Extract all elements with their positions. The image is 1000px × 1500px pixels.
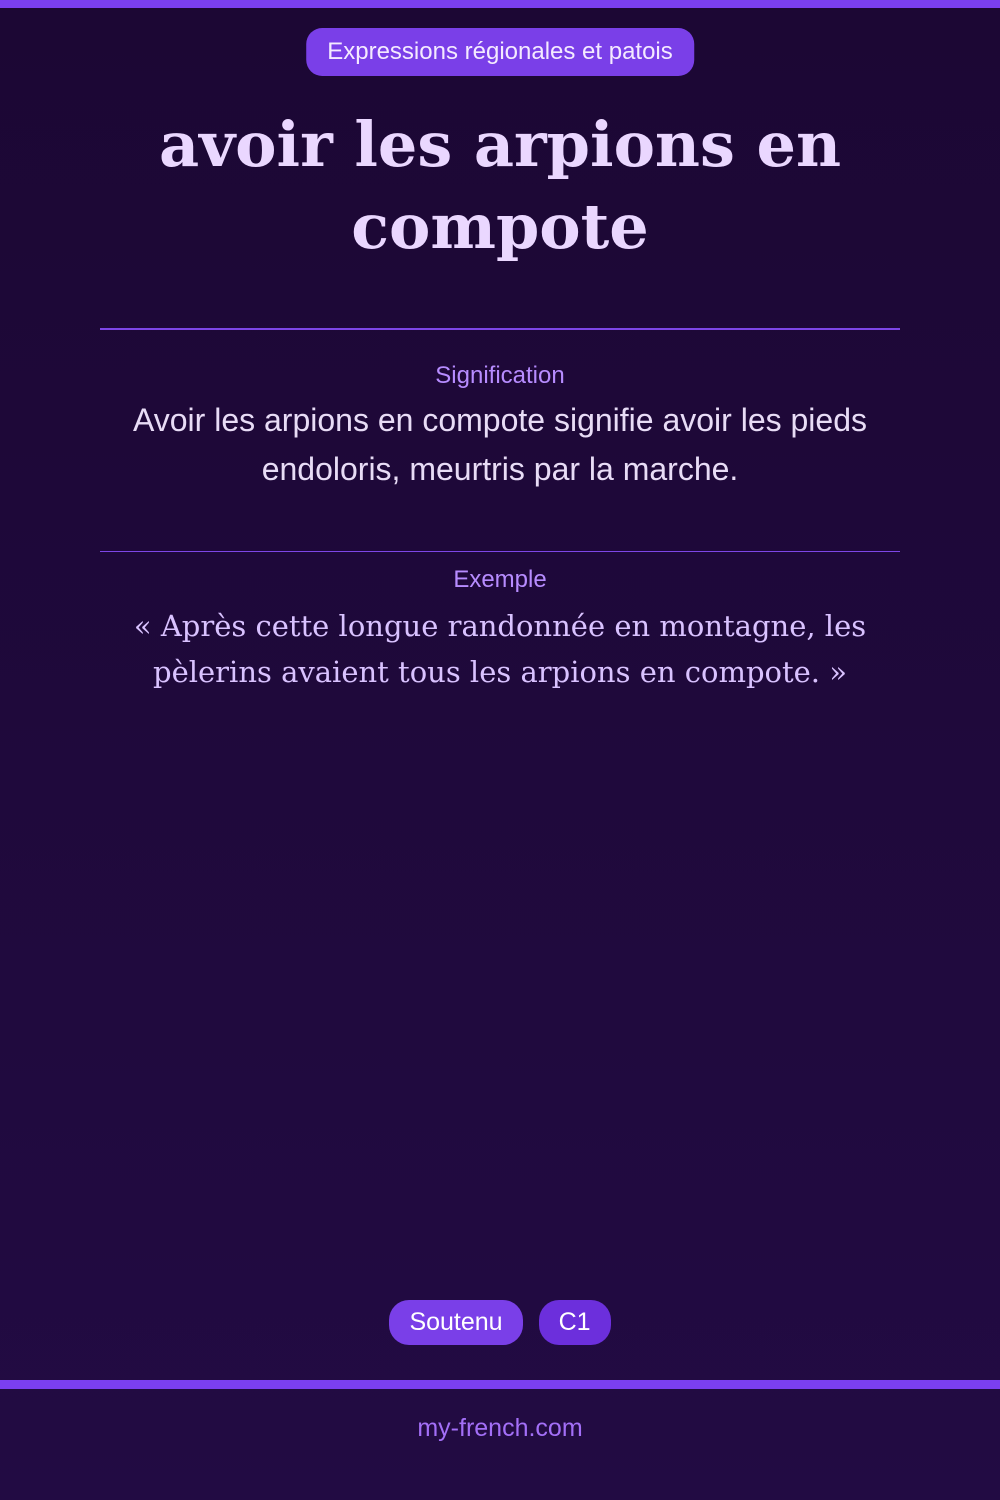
tag-list	[0, 1300, 1000, 1345]
level-tag: C1	[539, 1300, 611, 1345]
divider	[100, 328, 900, 330]
example-label: Exemple	[453, 566, 547, 593]
register-tag: Soutenu	[389, 1300, 522, 1345]
example-text: « Après cette longue randonnée en montagne, les pèlerins avaient tous les arpions en compote. »	[133, 609, 867, 689]
divider	[100, 551, 900, 552]
footer-site-name: my-french.com	[417, 1414, 583, 1442]
bottom-accent-bar	[0, 1380, 1000, 1389]
meaning-label: Signification	[435, 362, 565, 389]
top-accent-bar	[0, 0, 1000, 8]
expression-title: avoir les arpions en compote	[158, 108, 842, 263]
meaning-text: Avoir les arpions en compote signifie avoir les pieds endoloris, meurtris par la marche.	[132, 402, 867, 487]
category-badge: Expressions régionales et patois	[306, 28, 694, 76]
